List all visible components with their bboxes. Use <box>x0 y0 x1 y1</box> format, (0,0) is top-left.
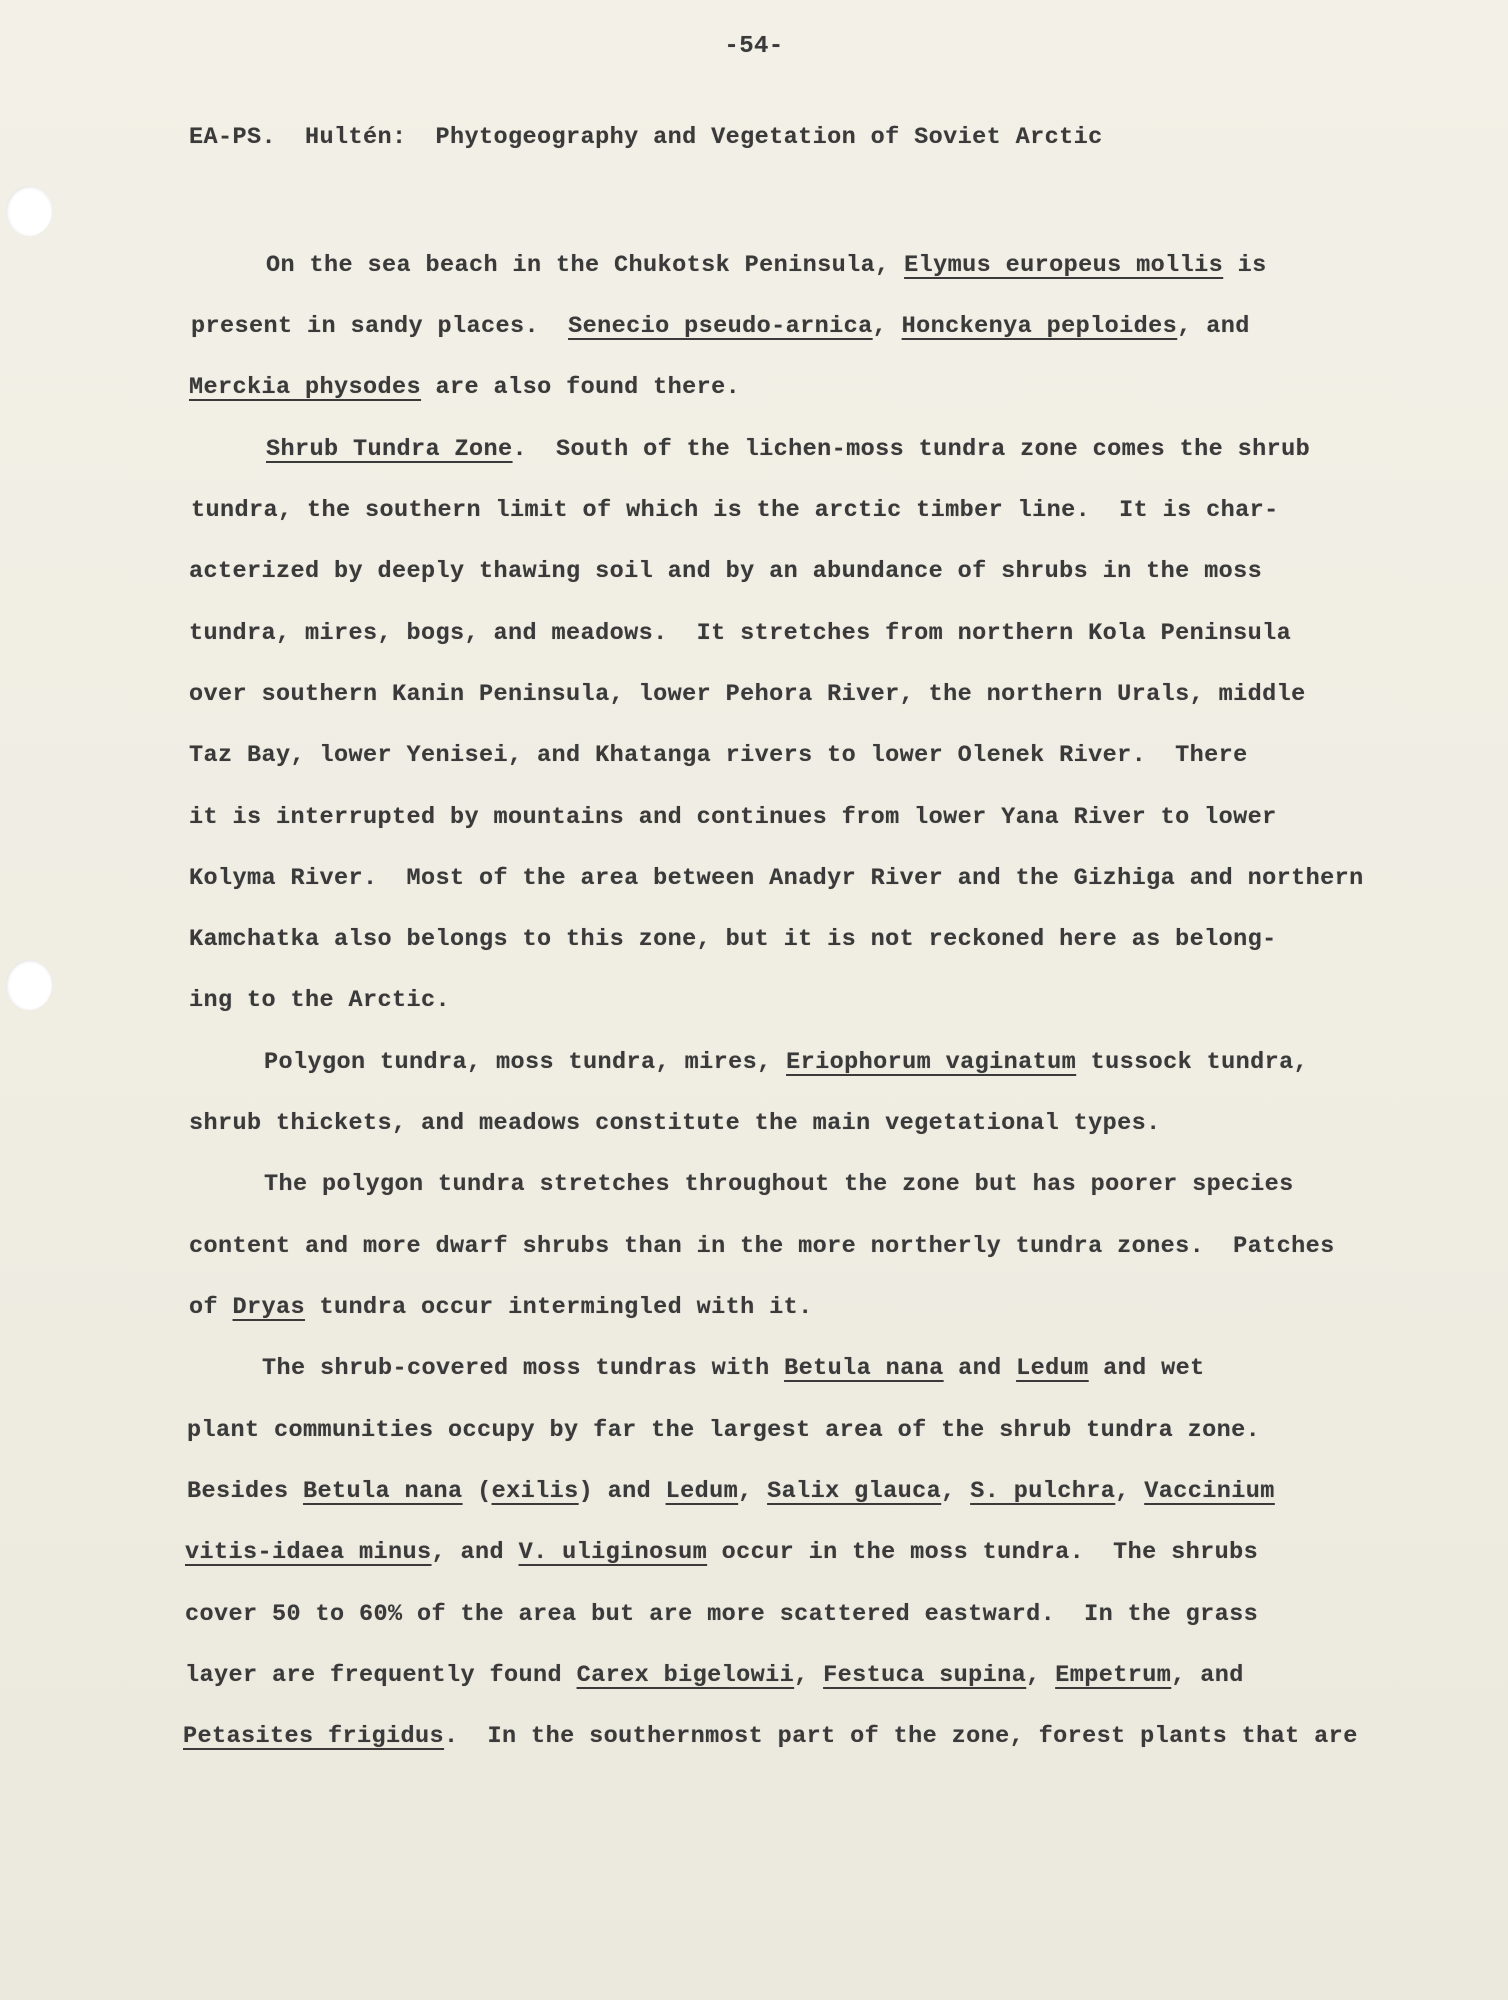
text-span: tundra, mires, bogs, and meadows. It stretches from northern Kola Peninsula <box>189 620 1292 647</box>
text-line <box>185 1533 1258 1573</box>
text-span: , <box>794 1662 824 1689</box>
underlined-taxon: Merckia physodes <box>189 374 422 401</box>
underlined-taxon: Vaccinium <box>1144 1478 1275 1505</box>
underlined-taxon: Shrub Tundra Zone <box>266 436 513 463</box>
text-span: of <box>189 1294 233 1321</box>
text-span: Kamchatka also belongs to this zone, but it is not reckoned here as belong- <box>189 926 1277 953</box>
text-span: ( <box>462 1478 492 1505</box>
underlined-taxon: Honckenya peploides <box>901 313 1178 340</box>
underlined-taxon: exilis <box>491 1478 579 1505</box>
text-span: it is interrupted by mountains and continues from lower Yana River to lower <box>189 804 1277 831</box>
text-span: ) and <box>578 1478 666 1505</box>
underlined-taxon: Ledum <box>665 1478 739 1505</box>
text-span: over southern Kanin Peninsula, lower Pehora River, the northern Urals, middle <box>189 681 1306 708</box>
text-line <box>187 1411 1260 1451</box>
text-span: , and <box>1177 313 1250 340</box>
underlined-taxon: vitis-idaea minus <box>185 1539 432 1566</box>
text-span: plant communities occupy by far the largest area of the shrub tundra zone. <box>187 1417 1261 1444</box>
text-line <box>185 1595 1258 1635</box>
underlined-taxon: Carex bigelowii <box>576 1662 795 1689</box>
underlined-taxon: Festuca supina <box>823 1662 1027 1689</box>
text-line <box>189 1288 813 1328</box>
text-line <box>189 736 1248 776</box>
text-span: are also found there. <box>421 374 741 401</box>
underlined-taxon: Senecio pseudo-arnica <box>568 313 873 340</box>
text-span: content and more dwarf shrubs than in the more northerly tundra zones. Patches <box>189 1233 1335 1260</box>
text-line <box>189 1104 1161 1144</box>
text-line <box>185 1656 1244 1696</box>
underlined-taxon: V. uliginosum <box>518 1539 708 1566</box>
text-span: is <box>1223 252 1267 279</box>
text-line <box>262 1349 1205 1389</box>
text-span: and <box>943 1355 1017 1382</box>
text-line <box>266 246 1267 286</box>
document-header: EA-PS. Hultén: Phytogeography and Vegetation of Soviet Arctic <box>189 124 1103 151</box>
underlined-taxon: Empetrum <box>1055 1662 1172 1689</box>
text-span: tundra occur intermingled with it. <box>305 1294 813 1321</box>
text-span: present in sandy places. <box>191 313 569 340</box>
text-line <box>189 614 1291 654</box>
text-span: On the sea beach in the Chukotsk Peninsula, <box>266 252 905 279</box>
underlined-taxon: Elymus europeus mollis <box>904 252 1224 279</box>
underlined-taxon: Eriophorum vaginatum <box>786 1049 1077 1076</box>
text-span: and wet <box>1088 1355 1205 1382</box>
text-span: shrub thickets, and meadows constitute the main vegetational types. <box>189 1110 1161 1137</box>
underlined-taxon: Dryas <box>232 1294 306 1321</box>
underlined-taxon: Salix glauca <box>767 1478 942 1505</box>
text-line <box>189 675 1306 715</box>
text-span: . South of the lichen-moss tundra zone comes the shrub <box>512 436 1311 463</box>
text-line <box>189 368 740 408</box>
text-line <box>191 491 1279 531</box>
text-span: layer are frequently found <box>185 1662 577 1689</box>
text-span: Kolyma River. Most of the area between Anadyr River and the Gizhiga and northern <box>189 865 1364 892</box>
text-line <box>189 981 450 1021</box>
text-span: occur in the moss tundra. The shrubs <box>707 1539 1259 1566</box>
text-line <box>189 798 1277 838</box>
text-span: cover 50 to 60% of the area but are more scattered eastward. In the grass <box>185 1601 1259 1628</box>
text-span: , <box>738 1478 768 1505</box>
text-span: tundra, the southern limit of which is the arctic timber line. It is char- <box>191 497 1279 524</box>
text-span: tussock tundra, <box>1076 1049 1309 1076</box>
text-span: Besides <box>187 1478 304 1505</box>
underlined-taxon: Ledum <box>1016 1355 1089 1382</box>
page-number: -54- <box>724 33 784 60</box>
underlined-taxon: S. pulchra <box>970 1478 1116 1505</box>
text-span: The polygon tundra stretches throughout the zone but has poorer species <box>264 1171 1294 1198</box>
underlined-taxon: Petasites frigidus <box>183 1723 445 1750</box>
text-line <box>189 552 1262 592</box>
text-span: , and <box>431 1539 519 1566</box>
text-span: ing to the Arctic. <box>189 987 451 1014</box>
underlined-taxon: Betula nana <box>303 1478 463 1505</box>
text-line <box>189 859 1364 899</box>
text-span: acterized by deeply thawing soil and by an abundance of shrubs in the moss <box>189 558 1263 585</box>
text-span: , <box>872 313 902 340</box>
text-span: , and <box>1171 1662 1244 1689</box>
text-span: Polygon tundra, moss tundra, mires, <box>264 1049 787 1076</box>
text-span: . In the southernmost part of the zone, forest plants that are <box>444 1723 1358 1750</box>
text-line <box>189 1227 1335 1267</box>
text-line <box>187 1472 1275 1512</box>
text-span: , <box>1115 1478 1145 1505</box>
punch-hole <box>6 186 52 236</box>
text-line <box>264 1043 1308 1083</box>
text-line <box>183 1717 1358 1757</box>
punch-hole <box>6 960 52 1010</box>
text-span: The shrub-covered moss tundras with <box>262 1355 785 1382</box>
text-line <box>264 1165 1294 1205</box>
text-span: Taz Bay, lower Yenisei, and Khatanga rivers to lower Olenek River. There <box>189 742 1248 769</box>
underlined-taxon: Betula nana <box>784 1355 944 1382</box>
text-line <box>189 920 1277 960</box>
text-span: , <box>941 1478 971 1505</box>
text-span: , <box>1026 1662 1056 1689</box>
text-line <box>191 307 1250 347</box>
text-line <box>266 430 1310 470</box>
